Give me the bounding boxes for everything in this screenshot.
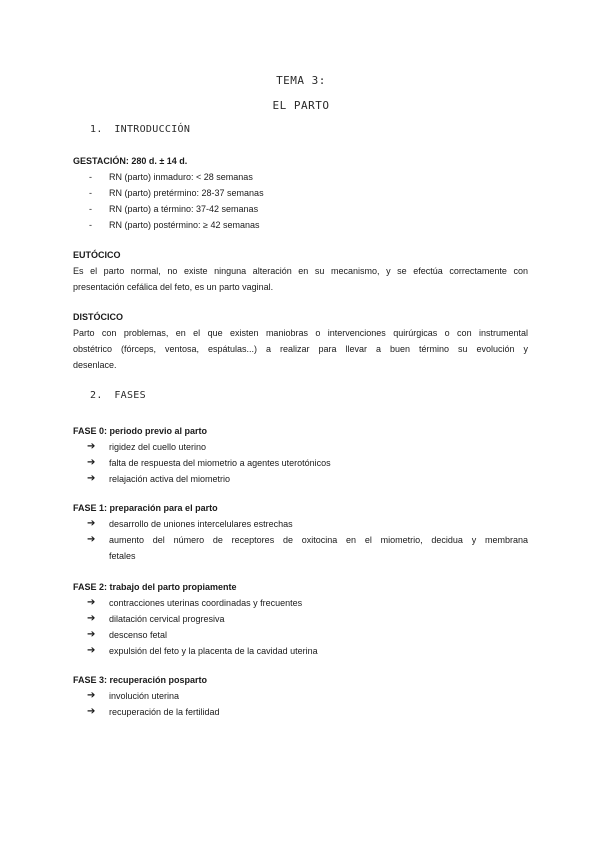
fase-3-list xyxy=(73,688,528,720)
arrow-bullet-icon: ➔ xyxy=(87,441,96,452)
list-item: - RN (parto) a término: 37-42 semanas xyxy=(73,201,528,217)
arrow-bullet-icon: ➔ xyxy=(87,534,96,545)
list-item: - RN (parto) inmaduro: < 28 semanas xyxy=(73,169,528,185)
fase-3-heading: FASE 3: recuperación posparto xyxy=(73,675,208,685)
list-item: ➔ expulsión del feto y la placenta de la cavidad uterina xyxy=(73,643,528,659)
dash-bullet: - xyxy=(89,220,92,230)
list-item: ➔ contracciones uterinas coordinadas y frecuentes xyxy=(73,595,528,611)
doc-title-line2: EL PARTO xyxy=(272,99,330,112)
arrow-bullet-icon: ➔ xyxy=(87,518,96,529)
fase-0-heading: FASE 0: periodo previo al parto xyxy=(73,426,208,436)
fase-1-block xyxy=(73,500,528,564)
arrow-bullet-icon: ➔ xyxy=(87,473,96,484)
arrow-bullet-icon: ➔ xyxy=(87,706,96,717)
list-item: ➔ involución uterina xyxy=(73,688,528,704)
arrow-bullet-icon: ➔ xyxy=(87,613,96,624)
dash-bullet: - xyxy=(89,204,92,214)
gestacion-list xyxy=(73,169,528,233)
fase-2-list xyxy=(73,595,528,659)
section-label: FASES xyxy=(114,390,146,401)
dash-bullet: - xyxy=(89,188,92,198)
fase-0-block xyxy=(73,423,528,487)
fase-2-block xyxy=(73,579,528,659)
section-heading-fases xyxy=(90,390,146,401)
arrow-bullet-icon: ➔ xyxy=(87,690,96,701)
list-item: - RN (parto) postérmino: ≥ 42 semanas xyxy=(73,217,528,233)
arrow-bullet-icon: ➔ xyxy=(87,597,96,608)
list-item: ➔ aumento del número de receptores de oxitocina en el miometrio, decidua y membrana fetales xyxy=(87,534,528,561)
eutocico-paragraph: Es el parto normal, no existe ninguna alteración en su mecanismo, y se efectúa correctamente con presentación cefálica del feto, es un parto vaginal. xyxy=(73,266,528,292)
list-item: ➔ desarrollo de uniones intercelulares estrechas xyxy=(73,516,528,532)
list-item: ➔ descenso fetal xyxy=(73,627,528,643)
list-item: ➔ recuperación de la fertilidad xyxy=(73,704,528,720)
section-label: INTRODUCCIÓN xyxy=(114,124,191,135)
doc-title-line1: TEMA 3: xyxy=(276,74,326,87)
list-item: ➔ falta de respuesta del miometrio a agentes uterotónicos xyxy=(73,455,528,471)
distocico-heading: DISTÓCICO xyxy=(73,312,124,322)
list-item: ➔ dilatación cervical progresiva xyxy=(73,611,528,627)
list-item: - RN (parto) pretérmino: 28-37 semanas xyxy=(73,185,528,201)
eutocico-heading: EUTÓCICO xyxy=(73,250,121,260)
arrow-bullet-icon: ➔ xyxy=(87,457,96,468)
fase-3-block xyxy=(73,672,528,720)
section-number: 1. xyxy=(90,124,103,135)
distocico-block xyxy=(73,309,528,373)
arrow-bullet-icon: ➔ xyxy=(87,629,96,640)
fase-0-list xyxy=(73,439,528,487)
fase-1-heading: FASE 1: preparación para el parto xyxy=(73,503,218,513)
fase-2-heading: FASE 2: trabajo del parto propiamente xyxy=(73,582,237,592)
gestacion-heading: GESTACIÓN: 280 d. ± 14 d. xyxy=(73,156,188,166)
dash-bullet: - xyxy=(89,172,92,182)
distocico-paragraph: Parto con problemas, en el que existen maniobras o intervenciones quirúrgicas o con instrumental obstétrico (fórceps, ventosa, espátulas...) a realizar para llevar a buen término su evolución y desenlace. xyxy=(73,328,528,370)
list-item: ➔ relajación activa del miometrio xyxy=(73,471,528,487)
section-number: 2. xyxy=(90,390,103,401)
gestacion-block xyxy=(73,153,528,233)
list-item: ➔ rigidez del cuello uterino xyxy=(73,439,528,455)
section-heading-introduccion xyxy=(90,124,190,135)
fase-1-list xyxy=(73,516,528,564)
arrow-bullet-icon: ➔ xyxy=(87,645,96,656)
eutocico-block xyxy=(73,247,528,295)
